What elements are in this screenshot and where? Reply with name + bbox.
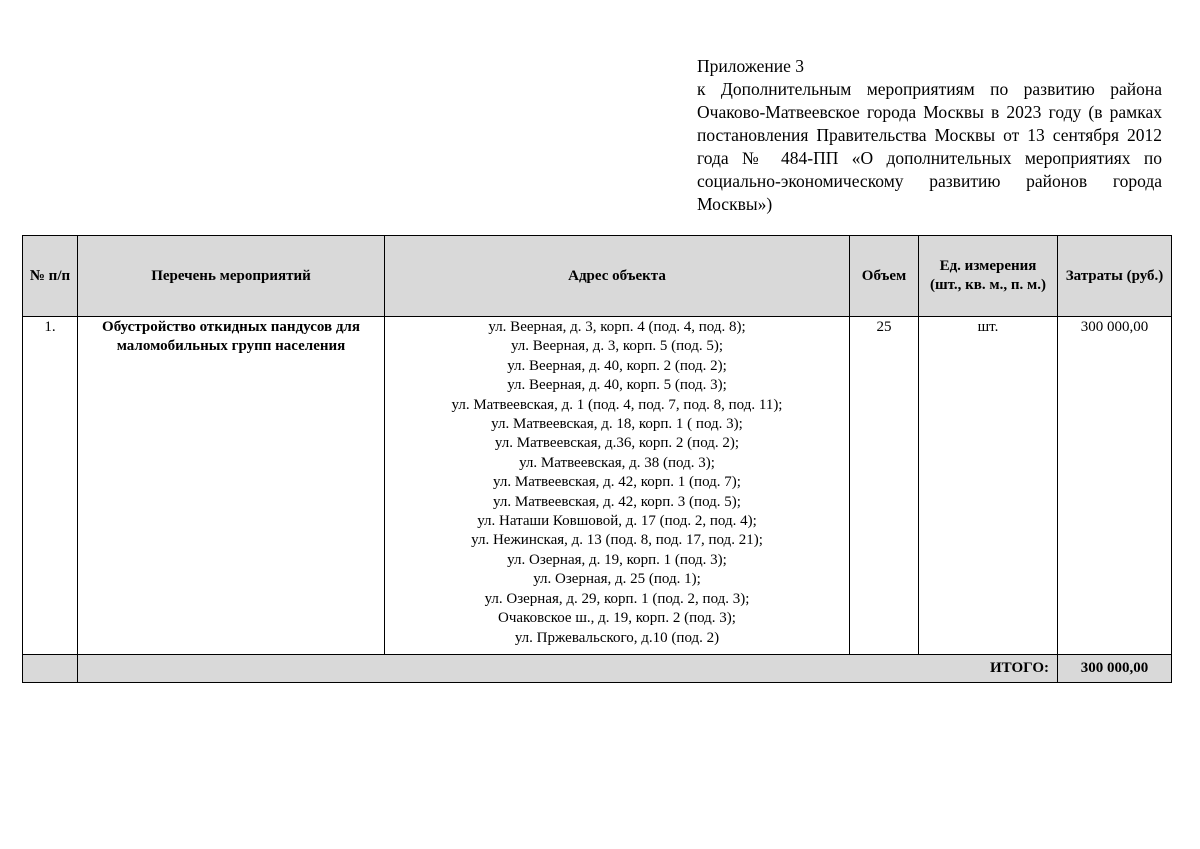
header-volume: Объем — [850, 236, 919, 317]
activities-table — [22, 235, 1172, 683]
address-line: ул. Озерная, д. 29, корп. 1 (под. 2, под. 3); — [484, 590, 750, 607]
table-row — [23, 317, 1172, 655]
address-line: ул. Веерная, д. 3, корп. 4 (под. 4, под. 8); — [488, 319, 746, 335]
row-cost: 300 000,00 — [1058, 317, 1172, 655]
address-line: ул. Матвеевская, д. 1 (под. 4, под. 7, под. 8, под. 11); — [451, 396, 783, 413]
header-cost: Затраты (руб.) — [1058, 236, 1172, 317]
row-address-list — [385, 317, 850, 655]
address-line: ул. Веерная, д. 40, корп. 5 (под. 3); — [507, 377, 727, 394]
total-value: 300 000,00 — [1058, 654, 1172, 682]
header-address: Адрес объекта — [385, 236, 850, 317]
total-empty-cell — [23, 654, 78, 682]
address-line: ул. Веерная, д. 3, корп. 5 (под. 5); — [510, 338, 724, 355]
address-line: ул. Матвеевская, д. 38 (под. 3); — [519, 454, 715, 471]
row-activity: Обустройство откидных пандусов для маломобильных групп населения — [78, 317, 385, 655]
address-line: Очаковское ш., д. 19, корп. 2 (под. 3); — [498, 610, 736, 627]
address-line: ул. Озерная, д. 19, корп. 1 (под. 3); — [507, 551, 727, 568]
address-line: ул. Веерная, д. 40, корп. 2 (под. 2); — [507, 357, 727, 374]
total-label: ИТОГО: — [78, 654, 1058, 682]
header-list: Перечень мероприятий — [78, 236, 385, 317]
address-line: ул. Матвеевская, д. 18, корп. 1 ( под. 3); — [491, 416, 743, 433]
address-line: ул. Наташи Ковшовой, д. 17 (под. 2, под. 4); — [477, 513, 757, 530]
address-line: ул. Матвеевская, д. 42, корп. 1 (под. 7); — [493, 474, 741, 491]
total-row — [23, 654, 1172, 682]
address-line: ул. Пржевальского, д.10 (под. 2) — [514, 629, 720, 646]
row-num: 1. — [23, 317, 78, 655]
address-line: ул. Матвеевская, д. 42, корп. 3 (под. 5); — [493, 493, 741, 510]
row-unit: шт. — [919, 317, 1058, 655]
appendix-title: Приложение 3 — [697, 56, 805, 76]
appendix-text: к Дополнительным мероприятиям по развитию района Очаково-Матвеевское города Москвы в 2023 году (в рамках постановления Правительства Москвы от 13 сентября 2012 года № 484-ПП «О дополнительных мероприятиях по социально-экономическому развитию районов города Москвы») — [697, 79, 1162, 214]
appendix-block — [697, 55, 1162, 216]
header-unit: Ед. измерения (шт., кв. м., п. м.) — [919, 236, 1058, 317]
address-line: ул. Озерная, д. 25 (под. 1); — [533, 571, 701, 588]
address-line: ул. Матвеевская, д.36, корп. 2 (под. 2); — [494, 435, 740, 452]
row-volume: 25 — [850, 317, 919, 655]
header-num: № п/п — [23, 236, 78, 317]
table-header-row — [23, 236, 1172, 317]
address-line: ул. Нежинская, д. 13 (под. 8, под. 17, под. 21); — [471, 532, 763, 549]
